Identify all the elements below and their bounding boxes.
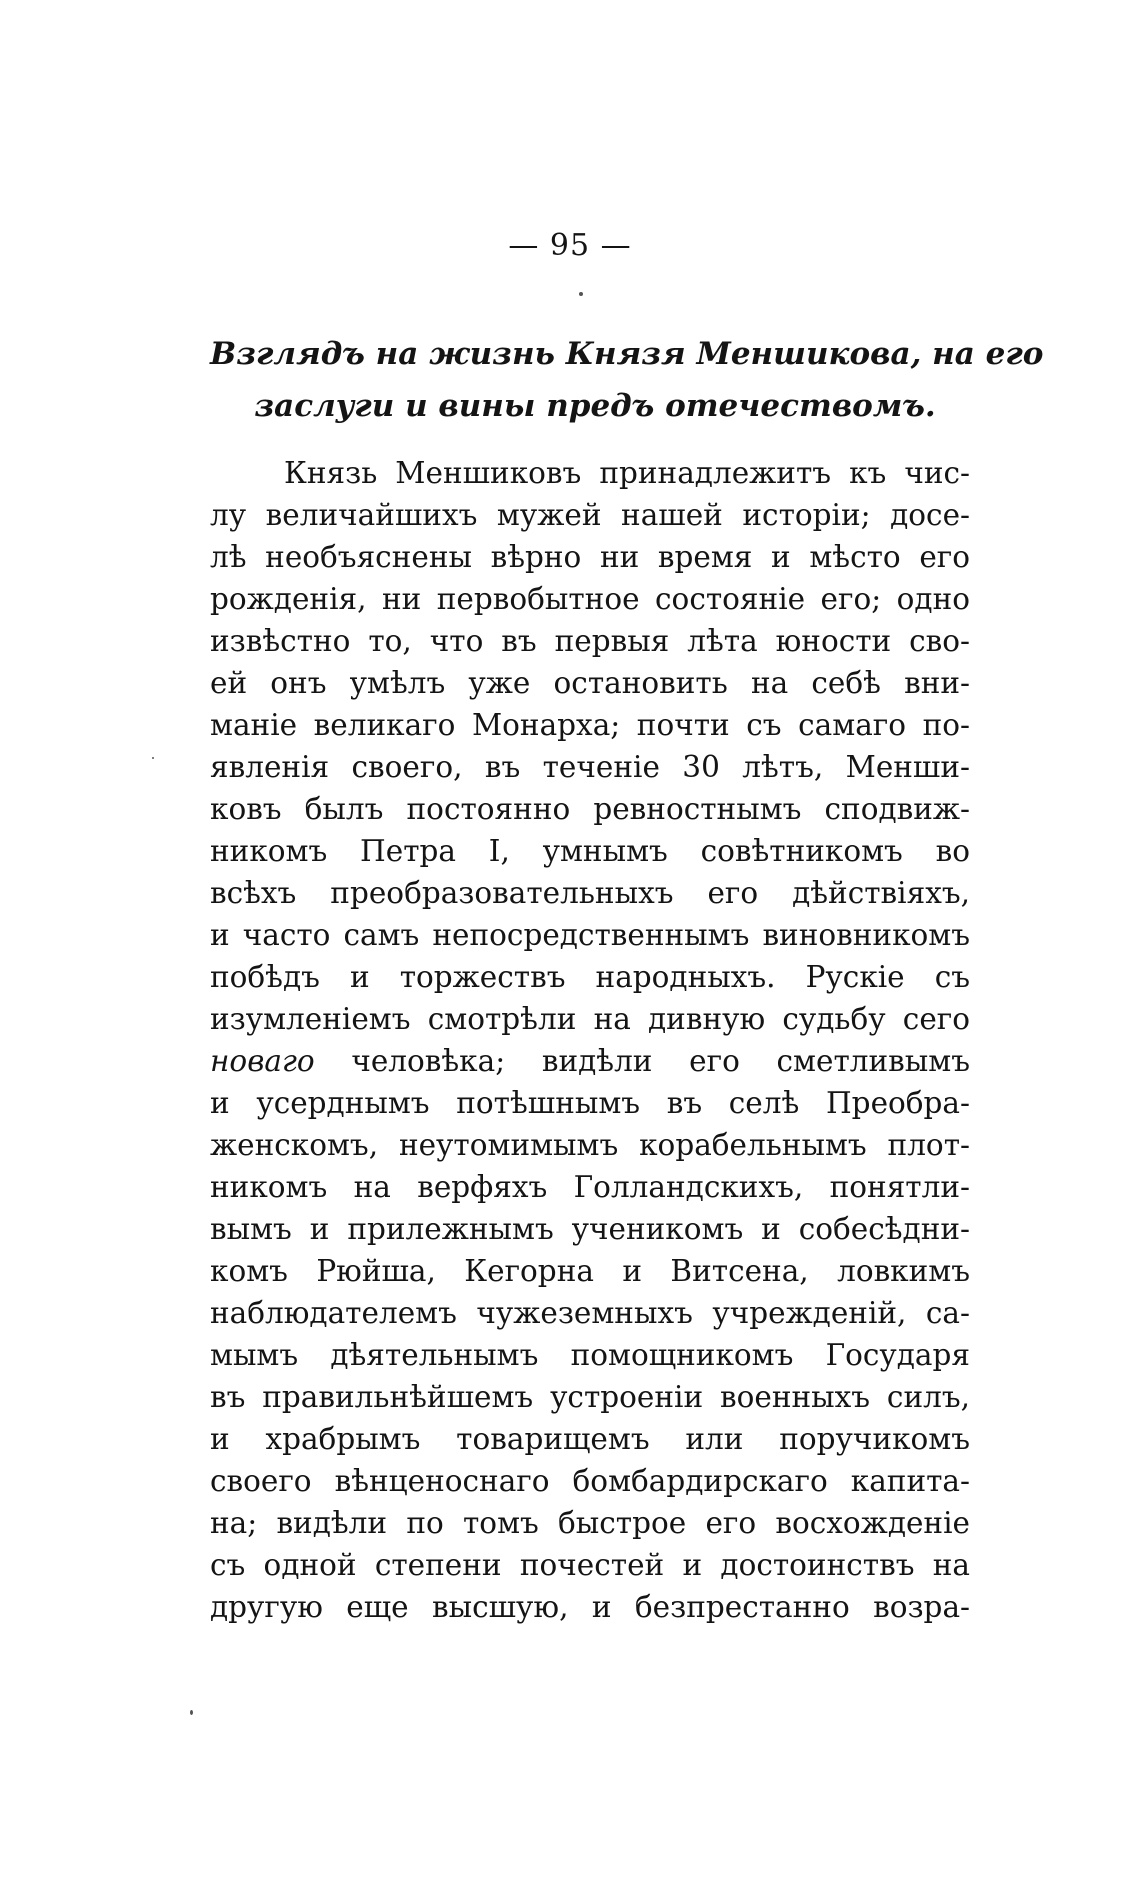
heading-line-1: Взглядъ на жизнь Князя Меншикова, на его [210, 336, 1044, 372]
body-line: явленія своего, въ теченіе 30 лѣтъ, Менши- [210, 750, 970, 784]
body-paragraph [210, 452, 970, 1628]
body-line: и часто самъ непосредственнымъ виновникомъ [210, 918, 970, 952]
body-line: съ одной степени почестей и достоинствъ на [210, 1548, 970, 1582]
body-line: въ правильнѣйшемъ устроеніи военныхъ силъ, [210, 1380, 970, 1414]
body-line: побѣдъ и торжествъ народныхъ. Руcкie съ [210, 960, 970, 994]
section-heading [210, 328, 1044, 432]
scan-speck [579, 292, 583, 296]
body-line: женскомъ, неутомимымъ корабельнымъ плот- [210, 1128, 970, 1162]
body-line: мымъ дѣятельнымъ помощникомъ Государя [210, 1338, 970, 1372]
body-line: на; видѣли по томъ быстрое его восхожденіе [210, 1506, 970, 1540]
body-line: ковъ былъ постоянно ревностнымъ сподвиж- [210, 792, 970, 826]
body-line: никомъ на верфяхъ Голландскихъ, понятли- [210, 1170, 970, 1204]
body-line: изумленіемъ смотрѣли на дивную судьбу сего [210, 1002, 970, 1036]
scan-speck [152, 757, 154, 759]
body-line: и храбрымъ товарищемъ или поручикомъ [210, 1422, 970, 1456]
body-line: вымъ и прилежнымъ ученикомъ и собесѣдни- [210, 1212, 970, 1246]
page-number: — 95 — [508, 228, 632, 263]
body-line: комъ Рюйша, Кегорна и Витсена, ловкимъ [210, 1254, 970, 1288]
body-line: новаго человѣка; видѣли его сметливымъ [210, 1044, 970, 1078]
body-line: своего вѣнценоснаго бомбардирскаго капита- [210, 1464, 970, 1498]
scan-speck [190, 1710, 193, 1715]
body-line: извѣстно то, что въ первыя лѣта юности сво- [210, 624, 970, 658]
body-line: лу величайшихъ мужей нашей исторіи; досе- [210, 498, 970, 532]
body-line: лѣ необъяснены вѣрно ни время и мѣсто его [210, 540, 970, 574]
body-line: наблюдателемъ чужеземныхъ учрежденій, са- [210, 1296, 970, 1330]
body-line: ей онъ умѣлъ уже остановить на себѣ вни- [210, 666, 970, 700]
italic-word: новаго [210, 1044, 315, 1078]
body-line: маніе великаго Монарха; почти съ самаго по- [210, 708, 970, 742]
body-line: рожденія, ни первобытное состояніе его; одно [210, 582, 970, 616]
body-line: никомъ Петра I, умнымъ совѣтникомъ во [210, 834, 970, 868]
body-line: и усерднымъ потѣшнымъ въ селѣ Преобра- [210, 1086, 970, 1120]
body-line: другую еще высшую, и безпрестанно возра- [210, 1590, 970, 1624]
body-line: Князь Меншиковъ принадлежитъ къ чис- [284, 456, 970, 490]
heading-line-2: заслуги и вины предъ отечествомъ. [254, 388, 936, 424]
body-line: всѣхъ преобразовательныхъ его дѣйствіяхъ, [210, 876, 970, 910]
